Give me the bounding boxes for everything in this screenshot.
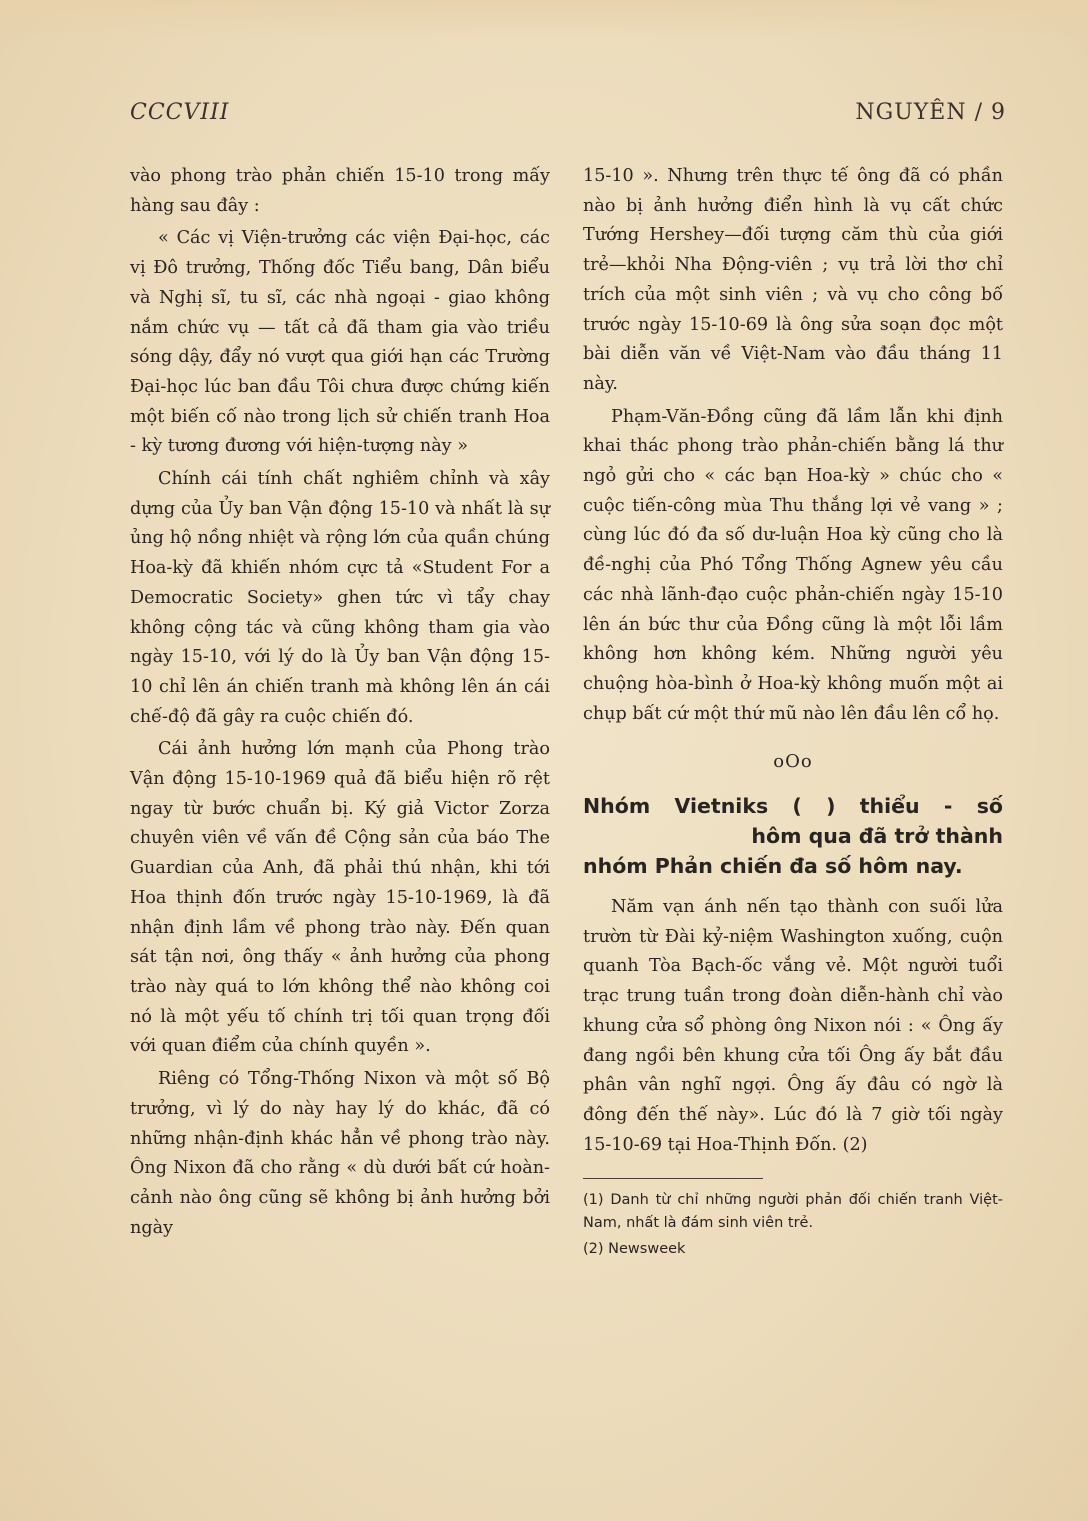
section-heading-line: nhóm Phản chiến đa số hôm nay. <box>583 854 963 879</box>
footnote: (2) Newsweek <box>583 1241 686 1258</box>
left-column <box>130 162 550 1243</box>
paragraph: Riêng có Tổng-Thống Nixon và một số Bộ trưởng, vì lý do này hay lý do khác, đã có những nhận-định khác hẳn về phong trào này. Ông Nixon đã cho rằng « dù dưới bất cứ hoàn-cảnh nào ông cũng sẽ không bị ảnh hưởng bởi ngày <box>130 1069 550 1238</box>
paragraph: Cái ảnh hưởng lớn mạnh của Phong trào Vận động 15-10-1969 quả đã biểu hiện rõ rệt ngay từ bước chuẩn bị. Ký giả Victor Zorza chuyên viên về vấn đề Cộng sản của báo The Guardian của Anh, đã phải thú nhận, khi tới Hoa thịnh đốn trước ngày 15-10-1969, là đã nhận định lầm về phong trào này. Đến quan sát tận nơi, ông thấy « ảnh hưởng của phong trào này quá to lớn không thể nào không coi nó là một yếu tố chính trị tối quan trọng đối với quan điểm của chính quyền ». <box>130 739 550 1057</box>
page-title-and-number: NGUYÊN / 9 <box>855 100 1006 125</box>
paragraph: vào phong trào phản chiến 15-10 trong mấy hàng sau đây : <box>130 166 550 216</box>
section-heading-line: hôm qua đã trở thành <box>751 824 1003 849</box>
section-heading-line: Nhóm Vietniks ( ) thiểu - số <box>583 794 1003 819</box>
section-heading <box>583 791 1003 881</box>
right-column <box>583 162 1003 1261</box>
paragraph: Năm vạn ánh nến tạo thành con suối lửa trườn từ Đài kỷ-niệm Washington xuống, cuộn quanh Tòa Bạch-ốc vắng vẻ. Một người tuổi trạc trung tuần trong đoàn diễn-hành chỉ vào khung cửa sổ phòng ông Nixon nói : « Ông ấy đang ngồi bên khung cửa tối Ông ấy bắt đầu phân vân nghĩ ngợi. Ông ấy đâu có ngờ là đông đến thế này». Lúc đó là 7 giờ tối ngày 15-10-69 tại Hoa-Thịnh Đốn. (2) <box>583 897 1003 1155</box>
page-section-number: CCCVIII <box>130 100 230 125</box>
running-head <box>130 100 1006 130</box>
paragraph: Chính cái tính chất nghiêm chỉnh và xây dựng của Ủy ban Vận động 15-10 và nhất là sự ủng hộ nồng nhiệt và rộng lớn của quần chúng Hoa-kỳ đã khiến nhóm cực tả «Student For a Democratic Society» ghen tức vì tẩy chay không cộng tác và cũng không tham gia vào ngày 15-10, với lý do là Ủy ban Vận động 15-10 chỉ lên án chiến tranh mà không lên án cái chế-độ đã gây ra cuộc chiến đó. <box>130 469 550 727</box>
quotation-paragraph: « Các vị Viện-trưởng các viện Đại-học, các vị Đô trưởng, Thống đốc Tiểu bang, Dân biểu và Nghị sĩ, tu sĩ, các nhà ngoại - giao không nắm chức vụ — tất cả đã tham gia vào triều sóng dậy, đẩy nó vượt qua giới hạn các Trường Đại-học lúc ban đầu Tôi chưa được chứng kiến một biến cố nào trong lịch sử chiến tranh Hoa - kỳ tương đương với hiện-tượng này » <box>130 228 550 457</box>
paragraph: 15-10 ». Nhưng trên thực tế ông đã có phần nào bị ảnh hưởng điển hình là vụ cất chức Tướng Hershey—đối tượng căm thù của giới trẻ—khỏi Nha Động-viên ; vụ trả lời thơ chỉ trích của một sinh viên ; và vụ cho công bố trước ngày 15-10-69 là ông sửa soạn đọc một bài diễn văn về Việt-Nam vào đầu tháng 11 này. <box>583 166 1003 394</box>
footnote-divider <box>583 1178 763 1179</box>
section-ornament: oOo <box>773 751 813 773</box>
footnote: (1) Danh từ chỉ những người phản đối chiến tranh Việt-Nam, nhất là đám sinh viên trẻ. <box>583 1192 1003 1232</box>
paragraph: Phạm-Văn-Đồng cũng đã lầm lẫn khi định khai thác phong trào phản-chiến bằng lá thư ngỏ gửi cho « các bạn Hoa-kỳ » chúc cho « cuộc tiến-công mùa Thu thắng lợi vẻ vang » ; cùng lúc đó đa số dư-luận Hoa kỳ cũng cho là đề-nghị của Phó Tổng Thống Agnew yêu cầu các nhà lãnh-đạo cuộc phản-chiến ngày 15-10 lên án bức thư của Đồng cũng là một lỗi lầm không hơn không kém. Những người yêu chuộng hòa-bình ở Hoa-kỳ không muốn một ai chụp bất cứ một thứ mũ nào lên đầu lên cổ họ. <box>583 406 1003 724</box>
